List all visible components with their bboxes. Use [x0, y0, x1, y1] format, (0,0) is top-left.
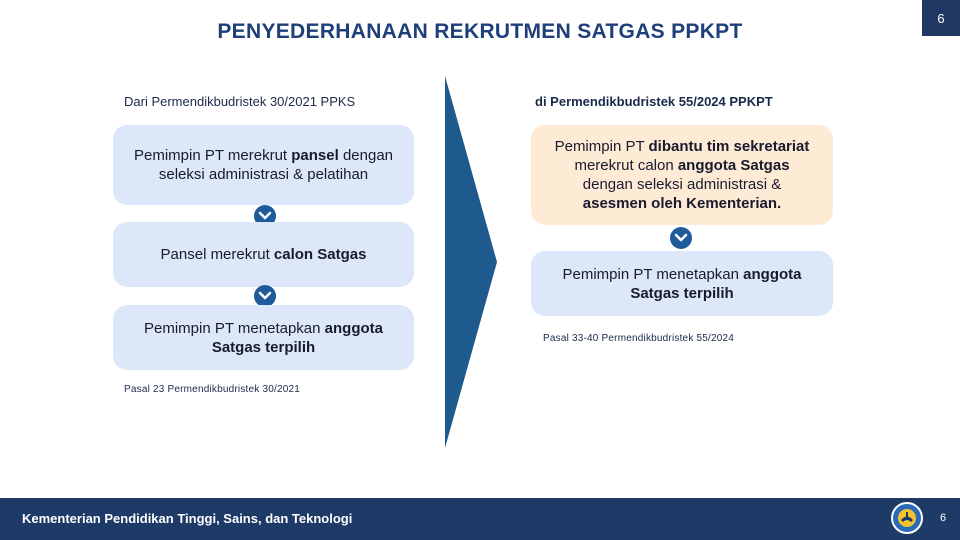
step-text-segment: asesmen oleh Kementerian.	[582, 195, 782, 212]
ministry-name: Kementerian Pendidikan Tinggi, Sains, dan Teknologi	[22, 511, 353, 526]
transition-arrow-icon	[443, 76, 499, 448]
chevron-down-icon	[670, 227, 692, 249]
left-step-2-text	[161, 245, 367, 264]
right-source-note: Pasal 33-40 Permendikbudristek 55/2024	[543, 333, 735, 344]
right-step-2-box	[531, 251, 833, 316]
left-step-2-box	[113, 222, 414, 287]
step-text-segment: dengan seleksi administrasi &	[582, 176, 782, 193]
footer-page-number: 6	[940, 512, 947, 524]
right-step-1-box	[531, 125, 833, 225]
footer-bar	[0, 498, 960, 540]
step-text-segment: calon Satgas	[273, 246, 367, 263]
right-step-1-text	[551, 137, 813, 213]
step-text-segment: merekrut calon	[574, 157, 678, 174]
ministry-logo-icon	[891, 502, 923, 534]
step-text-segment: Pemimpin PT merekrut	[133, 147, 292, 164]
step-text-segment: anggota Satgas terpilih	[211, 319, 383, 356]
left-step-1-text	[133, 146, 394, 184]
chevron-down-icon	[254, 285, 276, 307]
left-step-1-box	[113, 125, 414, 205]
step-text-segment: Pansel merekrut	[160, 246, 274, 263]
step-text-segment: dibantu tim sekretariat	[648, 138, 810, 155]
left-source-note: Pasal 23 Permendikbudristek 30/2021	[124, 384, 300, 395]
step-text-segment: anggota Satgas	[677, 157, 790, 174]
step-text-segment: dengan seleksi administrasi & pelatihan	[158, 147, 394, 183]
step-text-segment: pansel	[291, 147, 339, 164]
right-column-heading: di Permendikbudristek 55/2024 PPKPT	[535, 94, 773, 109]
step-text-segment: Pemimpin PT menetapkan	[562, 265, 744, 283]
page-number-badge: 6	[922, 0, 960, 36]
step-text-segment: anggota Satgas terpilih	[630, 265, 802, 302]
page-title: PENYEDERHANAAN REKRUTMEN SATGAS PPKPT	[217, 20, 743, 43]
step-text-segment: Pemimpin PT menetapkan	[144, 319, 325, 337]
left-column-heading: Dari Permendikbudristek 30/2021 PPKS	[124, 94, 356, 109]
right-step-2-text	[551, 265, 813, 303]
step-text-segment: Pemimpin PT	[554, 138, 649, 155]
left-step-3-box	[113, 305, 414, 370]
left-step-3-text	[133, 319, 394, 357]
